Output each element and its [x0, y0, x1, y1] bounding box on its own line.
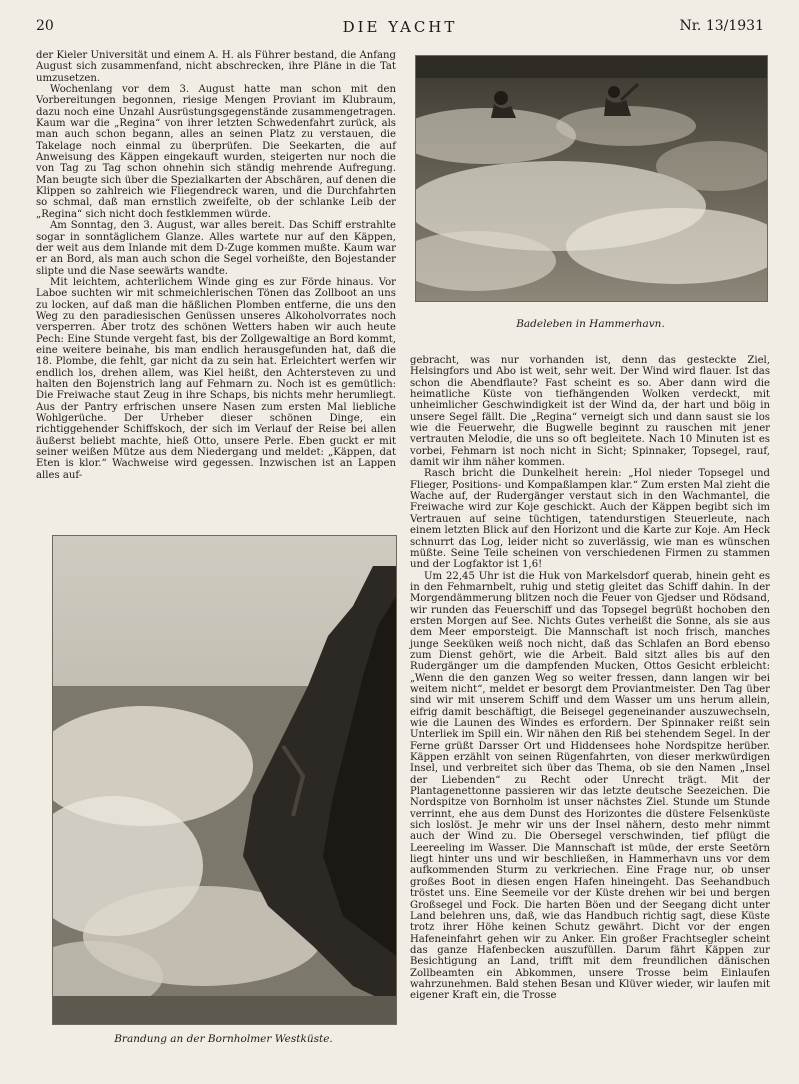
paragraph: der Kieler Universität und einem A. H. als Führer bestand, die Anfang August sich zusammenfand, nicht abschrecken, ihre Pläne in die Tat umzusetzen. [36, 50, 396, 84]
right-column-text [410, 355, 770, 1002]
page-header [36, 18, 764, 40]
journal-title: DIE YACHT [342, 18, 458, 36]
page-number: 20 [36, 18, 54, 34]
photo-swimmers-surf [415, 55, 768, 302]
left-column-text [36, 50, 396, 481]
paragraph: Mit leichtem, achterlichem Winde ging es zur Förde hinaus. Vor Laboe suchten wir mit schmeichlerischen Tönen das Zollboot an uns zu locken, auf daß man die häßlichen Plomben entferne, die uns den Weg zu den paradiesischen Genüssen unseres Alkoholvorrates noch versperren. Aber trotz des schönen Wetters haben wir auch heute Pech: Eine Stunde vergeht fast, bis der Zollgewaltige an Bord kommt, eine weitere beinahe, bis man endlich herausgefunden hat, daß die 18. Plombe, die fehlt, gar nicht da zu sein hat. Erleichtert werfen wir endlich los, drehen allem, was Kiel heißt, den Achtersteven zu und halten den Bojenstrich lang auf Fehmarn zu. Noch ist es gemütlich: Die Freiwache staut Zeug in ihre Schaps, bis nichts mehr herumliegt. Aus der Pantry erfrischen unsere Nasen zum ersten Mal liebliche Wohlgerüche. Der Urheber dieser schönen Dinge, ein richtiggehender Schiffskoch, der sich im Verlauf der Reise bei allen äußerst beliebt machte, hieß Otto, unsere Perle. Eben guckt er mit seiner weißen Mütze aus dem Niedergang und meldet: „Käppen, dat Eten is klor.“ Wachweise wird gegessen. Inzwischen ist an Lappen alles auf- [36, 276, 396, 481]
caption-swimmers: Badeleben in Hammerhavn. [516, 318, 665, 330]
photo-surf-rocks [52, 535, 397, 1025]
paragraph: gebracht, was nur vorhanden ist, denn das gesteckte Ziel, Helsingfors und Abo ist weit, sehr weit. Der Wind wird flauer. Ist das schon die Abendflaute? Fast scheint es so. Aber dann wird die heimatliche Küste von tiefhängenden Wolken verdeckt, mit unheimlicher Geschwindigkeit ist der Wind da, der hart und böig in unsere Segel fällt. Die „Regina“ verneigt sich und dann saust sie los wie die Feuerwehr, die Bugwelle beginnt zu rauschen mit jener vertrauten Melodie, die uns so oft begleitete. Nach 10 Minuten ist es vorbei, Fehmarn ist noch nicht in Sicht; Spinnaker, Topsegel, rauf, damit wir ihm näher kommen. [410, 355, 770, 469]
paragraph: Wochenlang vor dem 3. August hatte man schon mit den Vorbereitungen begonnen, riesige Mengen Proviant im Klubraum, dazu noch eine Unzahl Ausrüstungsgegenstände zusammengetragen. Kaum war die „Regina“ von ihrer letzten Schwedenfahrt zurück, als man auch schon begann, alles an seinen Platz zu verstauen, die Takelage noch einmal zu überprüfen. Die Seekarten, die auf Anweisung des Käppen eingekauft wurden, steigerten nur noch die von Tag zu Tag schon ohnehin sich ständig mehrende Aufregung. Man beugte sich über die Spezialkarten der Abschären, auf denen die Klippen so zahlreich wie Fliegendreck waren, und die Durchfahrten so schmal, daß man ernstlich zweifelte, ob der schlanke Leib der „Regina“ sich nicht doch festklemmen würde. [36, 84, 396, 220]
paragraph: Um 22,45 Uhr ist die Huk von Markelsdorf querab, hinein geht es in den Fehmarnbelt, ruhig und stetig gleitet das Schiff dahin. In der Morgendämmerung blitzen noch die Feuer von Gjedser und Rödsand, wir runden das Feuerschiff und das Topsegel begrüßt hochoben den ersten Morgen auf See. Nichts Gutes verheißt die Sonne, als sie aus dem Meer emporsteigt. Die Mannschaft ist noch frisch, manches junge Seeküken weiß noch nicht, daß das Schlafen an Bord ebenso zum Dienst gehört, wie die Arbeit. Bald sitzt alles bis auf den Rudergänger um die dampfenden Mucken, Ottos Gesicht erbleicht: „Wenn die den ganzen Weg so weiter fressen, dann langen wir bei weitem nicht“, meldet er besorgt dem Proviantmeister. Den Tag über sind wir mit unserem Schiff und dem Wasser um uns herum allein, eifrig damit beschäftigt, die Beisegel gegeneinander auszuwechseln, wie die Launen des Windes es erfordern. Der Spinnaker reißt sein Unterliek im Spill ein. Wir nähen den Riß bei stehendem Segel. In der Ferne grüßt Darsser Ort und Hiddensees hohe Nordspitze herüber. Käppen erzählt von seinen Rügenfahrten, von dieser merkwürdigen Insel, und verbreitet sich über das Thema, ob sie den Namen „Insel der Liebenden“ zu Recht oder Unrecht trägt. Mit der Plantagenettonne passieren wir das letzte deutsche Seezeichen. Die Nordspitze von Bornholm ist unser nächstes Ziel. Stunde um Stunde verrinnt, ehe aus dem Dunst des Horizontes die düstere Felsenküste sich loslöst. Je mehr wir uns der Insel nähern, desto mehr nimmt auch der Wind zu. Die Obersegel verschwinden, tief pflügt die Leereeling im Wasser. Die Mannschaft ist müde, der erste Seetörn liegt hinter uns und wir beschließen, in Hammerhavn uns vor dem aufkommenden Sturm zu verkriechen. Eine Frage nur, ob unser großes Boot in diesen engen Hafen hineingeht. Das Seehandbuch tröstet uns. Eine Seemeile vor der Küste drehen wir bei und bergen Großsegel und Fock. Die harten Böen und der Seegang dicht unter Land belehren uns, daß, wie das Handbuch richtig sagt, diese Küste trotz ihrer Höhe keinen Schutz gewährt. Dicht vor der engen Hafeneinfahrt gehen wir zu Anker. Ein großer Frachtsegler scheint das ganze Hafenbecken auszufüllen. Darum fährt Käppen zur Besichtigung an Land, trifft mit dem freundlichen dänischen Zollbeamten ein Abkommen, unsere Trosse beim Einlaufen wahrzunehmen. Bald stehen Besan und Klüver wieder, wir laufen mit eigener Kraft ein, die Trosse [410, 570, 770, 1002]
issue-number: Nr. 13/1931 [679, 18, 764, 34]
paragraph: Am Sonntag, den 3. August, war alles bereit. Das Schiff erstrahlte sogar in sonntäglichem Glanze. Alles wartete nur auf den Käppen, der weit aus dem Inlande mit dem D-Zuge kommen mußte. Kaum war er an Bord, als man auch schon die Segel vorheißte, den Bojestander slipte und die Nase seewärts wandte. [36, 220, 396, 277]
caption-rocks: Brandung an der Bornholmer Westküste. [114, 1033, 333, 1045]
paragraph: Rasch bricht die Dunkelheit herein: „Hol nieder Topsegel und Flieger, Positions- und Kompaßlampen klar.“ Zum ersten Mal zieht die Wache auf, der Rudergänger verstaut sich in den Wachmantel, die Freiwache wird zur Koje geschickt. Auch der Käppen begibt sich im Vertrauen auf seine tüchtigen, tatendurstigen Steuerleute, nach einem letzten Blick auf den Horizont und die Karte zur Koje. Am Heck schnurrt das Log, leider nicht so zuverlässig, wie man es wünschen müßte. Seine Teile scheinen von verschiedenen Firmen zu stammen und der Logfaktor ist 1,6! [410, 468, 770, 571]
